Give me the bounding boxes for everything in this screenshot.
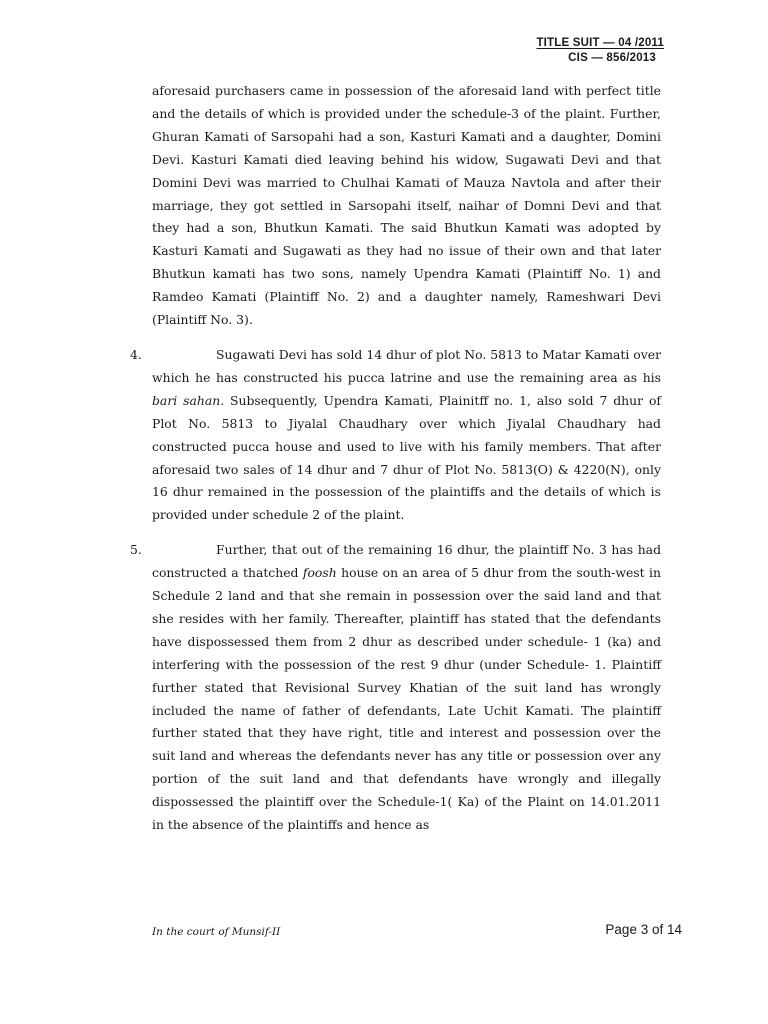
paragraph-5-emphasis: foosh [302, 565, 337, 581]
paragraph-continued: aforesaid purchasers came in possession of the aforesaid land with perfect title and the details of which is provided under the schedule-3 of the plaint. Further, Ghuran Kamati of Sarsopahi had a son, Kasturi Kamati and a daughter, Domini Devi. Kasturi Kamati died leaving behind his widow, Sugawati Devi and that Domini Devi was married to Chulhai Kamati of Mauza Navtola and after their marriage, they got settled in Sarsopahi itself, naihar of Domni Devi and that they had a son, Bhutkun Kamati. The said Bhutkun Kamati was adopted by Kasturi Kamati and Sugawati as they had no issue of their own and that later Bhutkun kamati has two sons, namely Upendra Kamati (Plaintiff No. 1) and Ramdeo Kamati (Plaintiff No. 2) and a daughter namely, Rameshwari Devi (Plaintiff No. 3). [152, 83, 661, 328]
paragraph-4 [130, 344, 661, 527]
paragraph-5-number: 5. [130, 542, 142, 558]
paragraph-4-emphasis: bari sahan [152, 392, 221, 408]
page-number: Page 3 of 14 [605, 922, 682, 937]
page-header [536, 36, 664, 66]
case-number: TITLE SUIT — 04 /2011 [536, 37, 664, 49]
paragraph-5 [130, 539, 661, 837]
footer-court-name: In the court of Munsif-II [152, 926, 281, 938]
paragraph-4-number: 4. [130, 346, 142, 362]
paragraph-5-text-b: house on an area of 5 dhur from the south-west in Schedule 2 land and that she remain in possession over the said land and that she resides with her family. Thereafter, plaintiff has stated that the defendants have dispossessed them from 2 dhur as described under schedule- 1 (ka) and interfering with the possession of the rest 9 dhur (under Schedule- 1. Plaintiff further stated that Revisional Survey Khatian of the suit land has wrongly included the name of father of defendants, Late Uchit Kamati. The plaintiff further stated that they have right, title and interest and possession over the suit land and whereas the defendants never has any title or possession over any portion of the suit land and that defendants have wrongly and illegally dispossessed the plaintiff over the Schedule-1( Ka) of the Plaint on 14.01.2011 in the absence of the plaintiffs and hence as [152, 565, 661, 833]
cis-number: CIS — 856/2013 [568, 52, 656, 64]
paragraph-4-text-a: Sugawati Devi has sold 14 dhur of plot No. 5813 to Matar Kamati over which he has constructed his pucca latrine and use the remaining area as his [152, 346, 661, 385]
document-body [130, 80, 661, 849]
paragraph-5-text-a: Further, that out of the remaining 16 dhur, the plaintiff No. 3 has had constructed a thatched [152, 542, 661, 581]
paragraph-4-text-b: . Subsequently, Upendra Kamati, Plainitff no. 1, also sold 7 dhur of Plot No. 5813 to Jiyalal Chaudhary over which Jiyalal Chaudhary had constructed pucca house and used to live with his family members. That after aforesaid two sales of 14 dhur and 7 dhur of Plot No. 5813(O) & 4220(N), only 16 dhur remained in the possession of the plaintiffs and the details of which is provided under schedule 2 of the plaint. [152, 392, 661, 523]
